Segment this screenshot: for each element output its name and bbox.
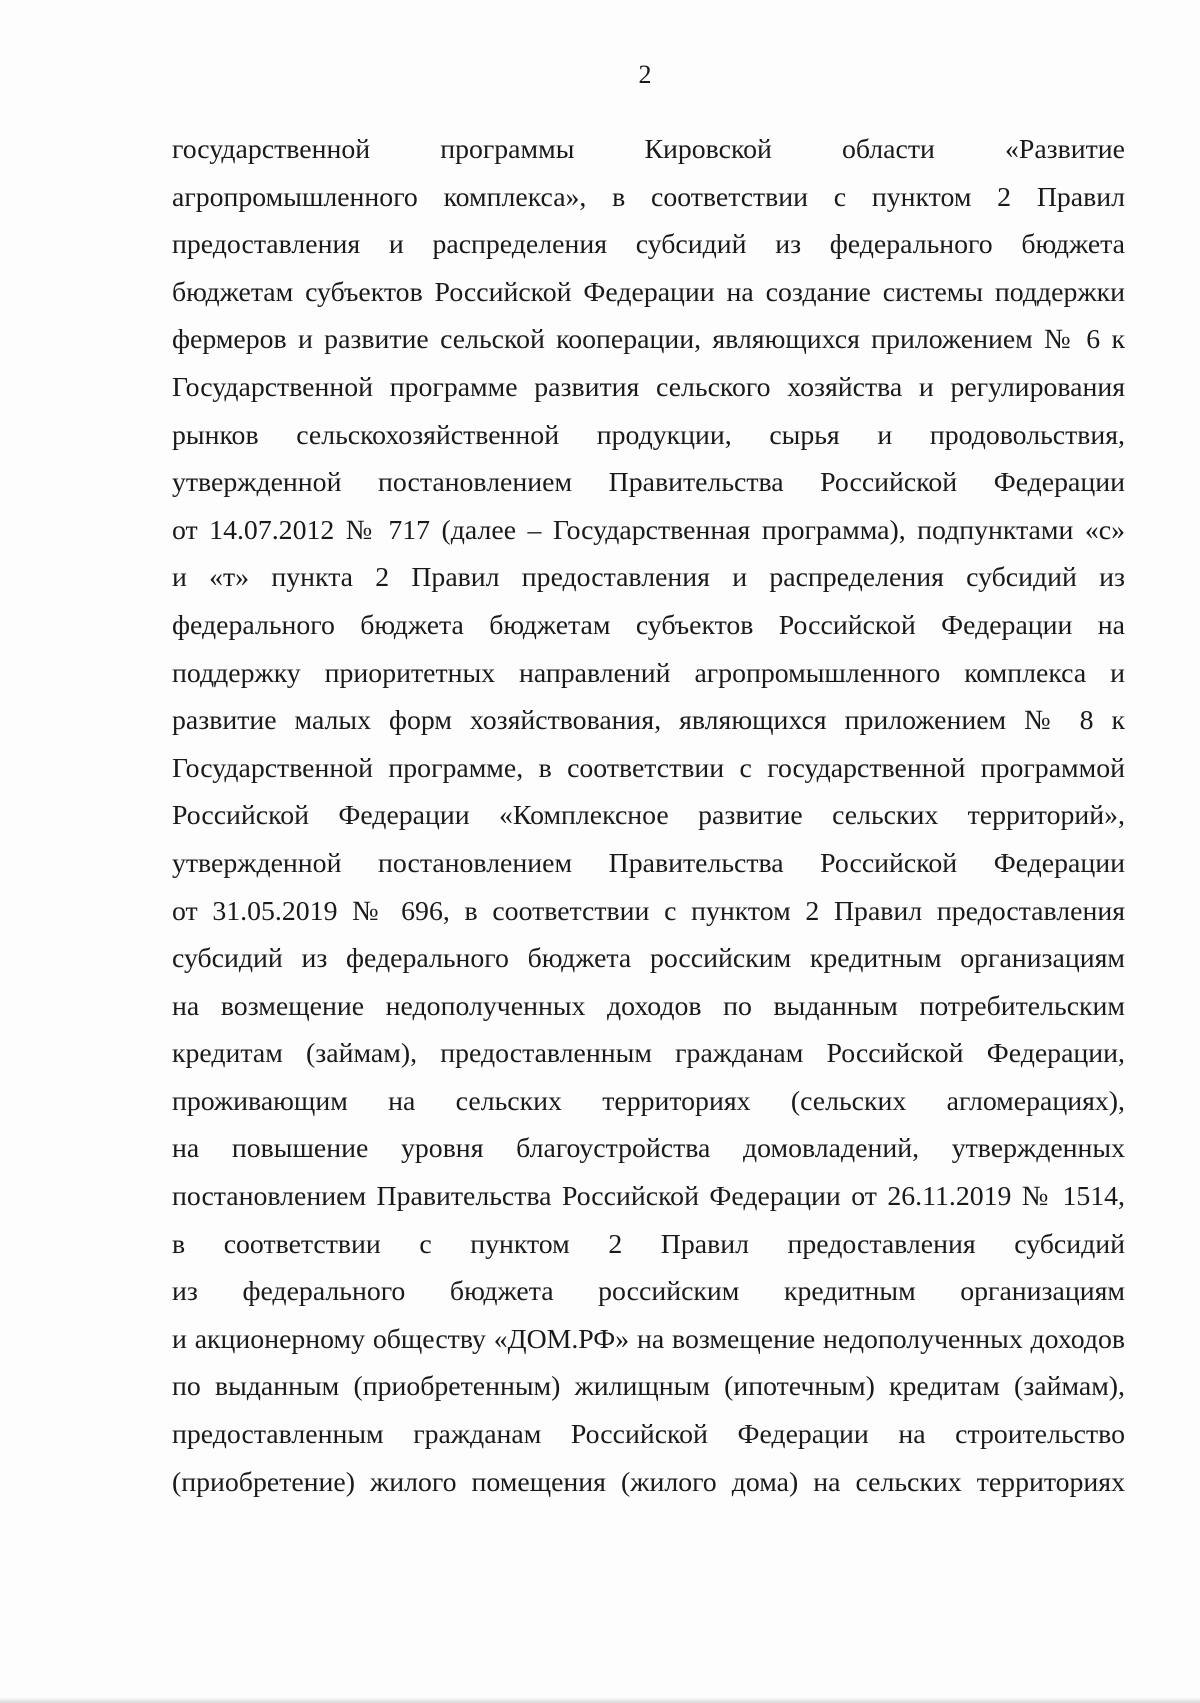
text-line: на возмещение недополученных доходов по выданным потребительским xyxy=(172,990,1125,1022)
text-line: субсидий из федерального бюджета российским кредитным организациям xyxy=(172,943,1125,975)
text-line: кредитам (займам), предоставленным гражданам Российской Федерации, xyxy=(172,1038,1125,1070)
text-line: предоставления и распределения субсидий из федерального бюджета xyxy=(172,229,1125,261)
text-line: на повышение уровня благоустройства домовладений, утвержденных xyxy=(172,1133,1125,1165)
text-line: проживающим на сельских территориях (сельских агломерациях), xyxy=(172,1085,1125,1117)
text-line: по выданным (приобретенным) жилищным (ипотечным) кредитам (займам), xyxy=(172,1371,1125,1403)
text-line: поддержку приоритетных направлений агропромышленного комплекса и xyxy=(172,657,1125,689)
text-line: от 31.05.2019 № 696, в соответствии с пунктом 2 Правил предоставления xyxy=(172,895,1125,927)
body-text xyxy=(172,126,1125,1506)
text-line: государственной программы Кировской области «Развитие xyxy=(172,134,1125,165)
text-line: Государственной программе, в соответствии с государственной программой xyxy=(172,752,1125,784)
text-line: федерального бюджета бюджетам субъектов Российской Федерации на xyxy=(172,609,1125,641)
text-line: развитие малых форм хозяйствования, являющихся приложением № 8 к xyxy=(172,705,1125,737)
text-line: из федерального бюджета российским кредитным организациям xyxy=(172,1276,1125,1308)
text-line: и «т» пункта 2 Правил предоставления и распределения субсидий из xyxy=(172,562,1125,594)
text-line: утвержденной постановлением Правительства Российской Федерации xyxy=(172,467,1125,499)
text-line: постановлением Правительства Российской Федерации от 26.11.2019 № 1514, xyxy=(172,1181,1125,1213)
text-line: рынков сельскохозяйственной продукции, сырья и продовольствия, xyxy=(172,419,1125,451)
page-number: 2 xyxy=(638,60,652,89)
text-line: фермеров и развитие сельской кооперации, являющихся приложением № 6 к xyxy=(172,324,1125,356)
text-line: (приобретение) жилого помещения (жилого дома) на сельских территориях xyxy=(172,1466,1125,1498)
text-line: в соответствии с пунктом 2 Правил предоставления субсидий xyxy=(172,1228,1125,1260)
text-line: утвержденной постановлением Правительства Российской Федерации xyxy=(172,847,1125,879)
text-line: агропромышленного комплекса», в соответствии с пунктом 2 Правил xyxy=(172,181,1125,213)
scan-bottom-edge xyxy=(0,1697,1200,1703)
text-line: Государственной программе развития сельского хозяйства и регулирования xyxy=(172,371,1125,403)
text-line: Российской Федерации «Комплексное развитие сельских территорий», xyxy=(172,800,1125,832)
text-line: бюджетам субъектов Российской Федерации на создание системы поддержки xyxy=(172,276,1125,308)
text-line: предоставленным гражданам Российской Федерации на строительство xyxy=(172,1419,1125,1451)
text-line: и акционерному обществу «ДОМ.РФ» на возмещение недополученных доходов xyxy=(172,1323,1125,1355)
text-line: от 14.07.2012 № 717 (далее – Государственная программа), подпунктами «с» xyxy=(172,514,1125,546)
